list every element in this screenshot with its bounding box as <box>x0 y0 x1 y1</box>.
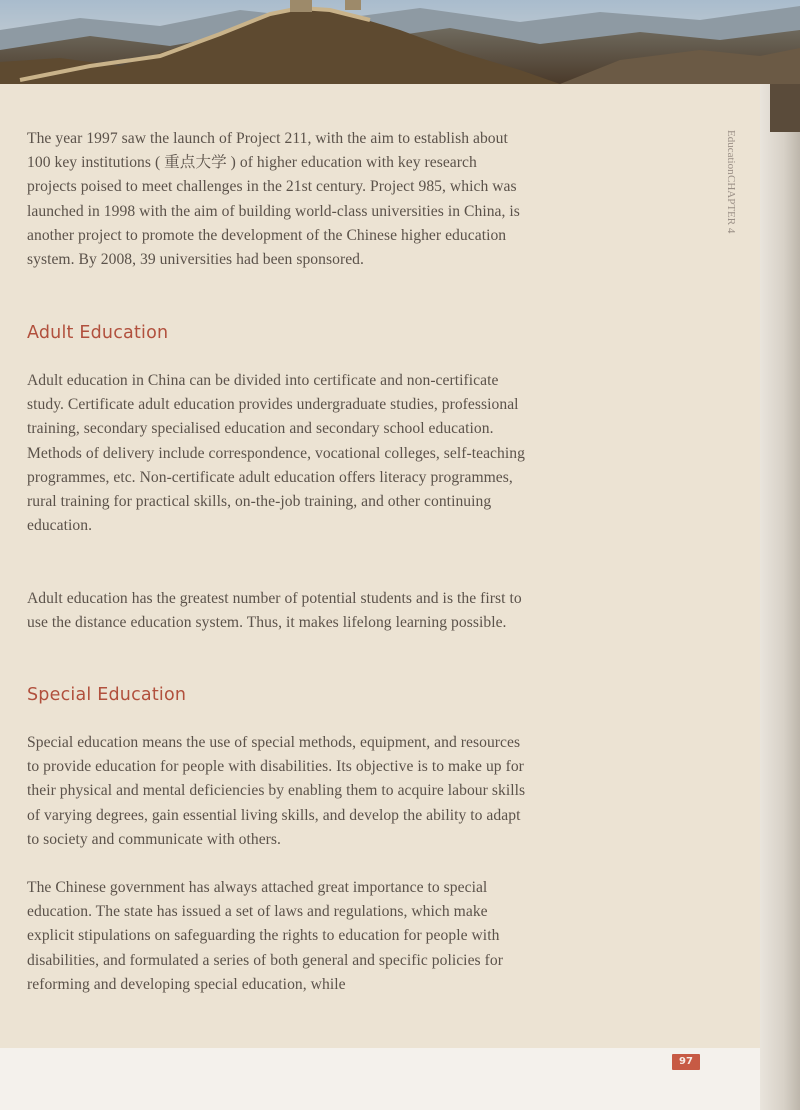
page-edge-shadow <box>760 84 800 1110</box>
heading-adult-education: Adult Education <box>27 323 169 343</box>
paragraph-adult-education-1: Adult education in China can be divided into certificate and non-certificate study. Certificate adult education provides undergraduate studies, professional training, secondary specialised education and secondary school education. Methods of delivery include correspondence, vocational colleges, self-teaching programmes, etc. Non-certificate adult education offers literacy programmes, rural training for practical skills, on-the-job training, and other continuing education. <box>27 372 525 535</box>
page-footer <box>0 1048 760 1110</box>
great-wall-photo <box>0 0 800 84</box>
paragraph-project-211: The year 1997 saw the launch of Project 211, with the aim to establish about 100 key institutions ( 重点大学 ) of higher education with key research projects poised to meet challenges in the 21st century. Project 985, which was launched in 1998 with the aim of building world-class universities in China, is another project to promote the development of the Chinese higher education system. By 2008, 39 universities had been sponsored. <box>27 130 520 269</box>
paragraph-special-education-2: The Chinese government has always attached great importance to special education. The state has issued a set of laws and regulations, which make explicit stipulations on safeguarding the rights to education for people with disabilities, and formulated a series of both general and specific policies for reforming and developing special education, while <box>27 879 503 993</box>
heading-special-education: Special Education <box>27 685 187 705</box>
paragraph-adult-education-2: Adult education has the greatest number of potential students and is the first to use the distance education system. Thus, it makes lifelong learning possible. <box>27 590 522 632</box>
page-number: 97 <box>672 1054 700 1070</box>
chapter-title: Education <box>725 130 737 175</box>
paragraph-special-education-1: Special education means the use of special methods, equipment, and resources to provide education for people with disabilities. Its objective is to make up for their physical and mental deficiencies by enabling them to acquire labour skills of varying degrees, gain essential living skills, and develop the ability to adapt to society and communicate with others. <box>27 734 526 848</box>
chapter-label: CHAPTER 4 <box>725 174 737 233</box>
photo-edge <box>770 84 800 132</box>
chapter-tab <box>724 130 737 233</box>
